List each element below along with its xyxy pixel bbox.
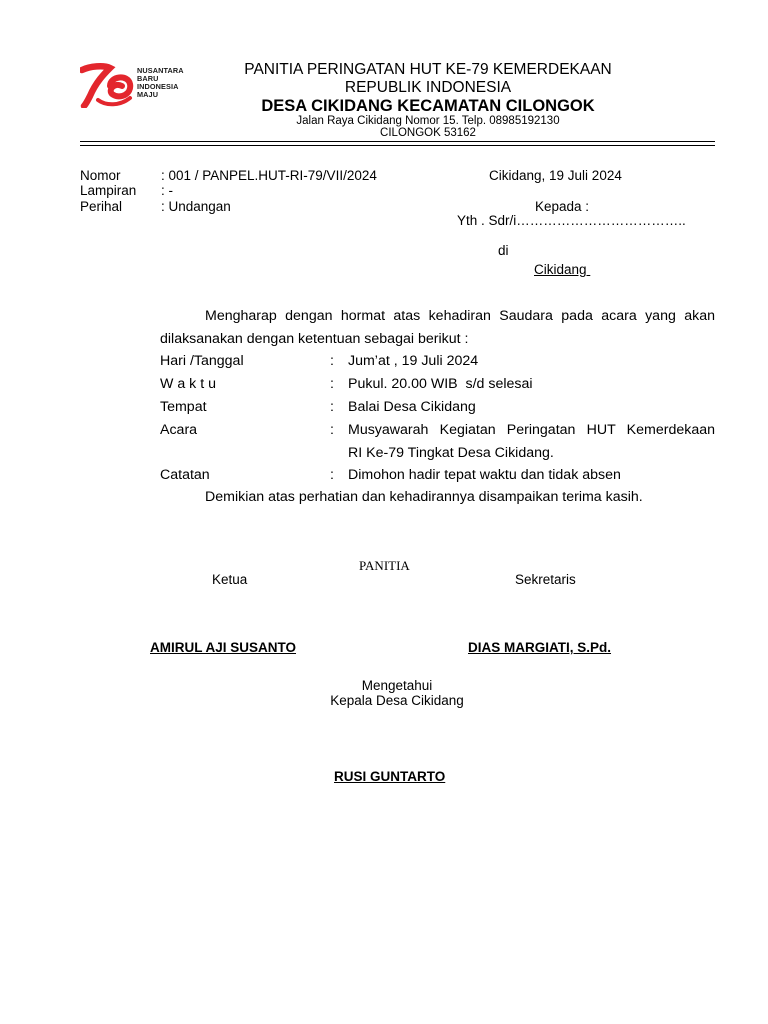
- nomor-value: : 001 / PANPEL.HUT-RI-79/VII/2024: [161, 168, 377, 183]
- kepala-desa-title: Kepala Desa Cikidang: [330, 693, 464, 708]
- ketua-name: AMIRUL AJI SUSANTO: [150, 640, 297, 655]
- detail-colon: :: [330, 399, 334, 415]
- sekretaris-name: DIAS MARGIATI, S.Pd.: [468, 640, 612, 655]
- letter-date: Cikidang, 19 Juli 2024: [489, 168, 622, 183]
- detail-colon: :: [330, 376, 334, 392]
- letterhead-village: DESA CIKIDANG KECAMATAN CILONGOK: [261, 97, 595, 115]
- mengetahui-label: Mengetahui: [361, 678, 433, 693]
- detail-value-time: Pukul. 20.00 WIB s/d selesai: [348, 376, 533, 392]
- letterhead-title: PANITIA PERINGATAN HUT KE-79 KEMERDEKAAN: [244, 61, 612, 78]
- detail-label-time: W a k t u: [160, 376, 216, 392]
- detail-value-place: Balai Desa Cikidang: [348, 399, 476, 415]
- letterhead-divider-thin: [80, 145, 715, 146]
- logo-79-icon: [80, 62, 136, 108]
- letterhead-subtitle: REPUBLIK INDONESIA: [344, 79, 512, 96]
- detail-colon: :: [330, 353, 334, 369]
- detail-label-event: Acara: [160, 422, 198, 438]
- letterhead-address: Jalan Raya Cikidang Nomor 15. Telp. 08985192130: [296, 115, 560, 127]
- ketua-title: Ketua: [212, 572, 248, 587]
- logo-text-line: BARU: [137, 74, 159, 83]
- perihal-value: : Undangan: [161, 199, 231, 214]
- detail-label-place: Tempat: [160, 399, 207, 415]
- recipient-di: di: [498, 243, 509, 258]
- logo-text-line: NUSANTARA: [137, 66, 184, 75]
- detail-label-note: Catatan: [160, 467, 210, 483]
- detail-colon: :: [330, 467, 334, 483]
- sekretaris-title: Sekretaris: [515, 572, 576, 587]
- perihal-label: Perihal: [80, 199, 123, 214]
- nomor-label: Nomor: [80, 168, 121, 183]
- detail-value-event: Musyawarah Kegiatan Peringatan HUT Kemerdekaan: [348, 422, 715, 438]
- letterhead-divider-thick: [80, 141, 715, 142]
- recipient-kepada: Kepada :: [535, 199, 590, 214]
- detail-value-event-cont: RI Ke-79 Tingkat Desa Cikidang.: [348, 445, 554, 461]
- kepala-desa-name: RUSI GUNTARTO: [334, 769, 446, 784]
- recipient-yth: Yth . Sdr/i………………………………..: [457, 213, 686, 228]
- letterhead-postcode: CILONGOK 53162: [380, 127, 476, 139]
- logo-text-line: MAJU: [137, 90, 159, 99]
- lampiran-label: Lampiran: [80, 183, 137, 198]
- opening-line-2: dilaksanakan dengan ketentuan sebagai berikut :: [160, 331, 469, 347]
- closing-sentence: Demikian atas perhatian dan kehadirannya disampaikan terima kasih.: [205, 489, 643, 505]
- detail-label-date: Hari /Tanggal: [160, 353, 244, 369]
- detail-colon: :: [330, 422, 334, 438]
- detail-value-note: Dimohon hadir tepat waktu dan tidak absen: [348, 467, 621, 483]
- opening-line-1: Mengharap dengan hormat atas kehadiran Saudara pada acara yang akan: [205, 308, 715, 324]
- detail-value-date: Jum’at , 19 Juli 2024: [348, 353, 479, 369]
- logo-text-line: INDONESIA: [137, 82, 179, 91]
- recipient-place: Cikidang: [534, 262, 591, 277]
- hut-ri-79-logo: [80, 62, 210, 108]
- lampiran-value: : -: [161, 183, 173, 198]
- panitia-heading: PANITIA: [359, 558, 410, 573]
